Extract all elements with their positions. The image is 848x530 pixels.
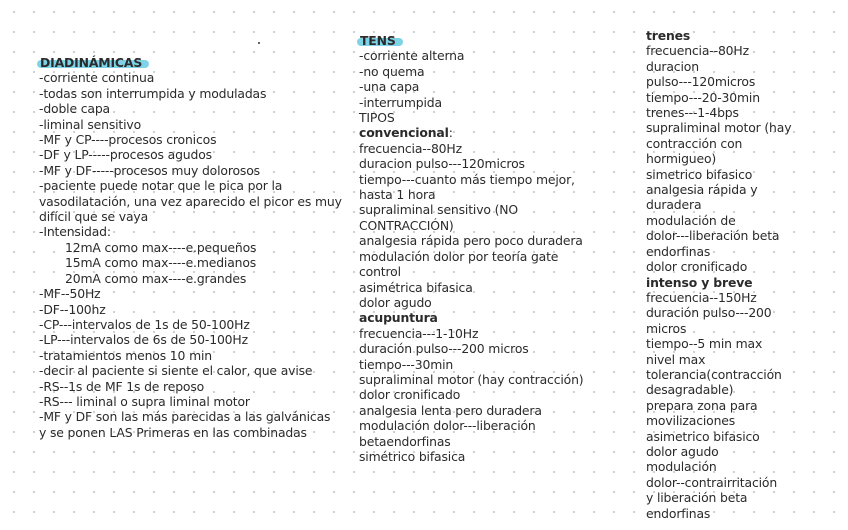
note-line: dolor agudo <box>646 443 719 459</box>
note-line: dolor--contrairritación <box>646 474 778 490</box>
note-line: analgesia rápida y <box>646 182 758 198</box>
note-line: difícil que se vaya <box>39 209 149 225</box>
convencional-heading-row <box>359 125 609 140</box>
note-line: frecuencia--150Hz <box>646 289 757 305</box>
acupuntura-heading: acupuntura <box>359 310 438 326</box>
note-line: -DF--100hz <box>39 301 106 317</box>
trenes-heading: trenes <box>646 28 691 43</box>
note-line: -una capa <box>359 79 420 95</box>
note-line: -interrumpida <box>359 94 442 110</box>
note-line: dolor cronificado <box>646 259 748 275</box>
tens-intro <box>359 48 609 125</box>
trenes-section <box>646 28 846 275</box>
note-line: duradera <box>646 197 702 213</box>
diadinamicas-lines <box>39 70 342 240</box>
note-line: -no quema <box>359 63 425 79</box>
note-line: -RS--- liminal o supra liminal motor <box>39 393 250 409</box>
note-line: -Intensidad: <box>39 224 111 240</box>
note-line: -liminal sensitivo <box>39 116 142 132</box>
note-line: vasodilatación, una vez aparecido el picor es muy <box>39 193 342 209</box>
diadinamicas-lines-2 <box>39 286 339 440</box>
note-line: hasta 1 hora <box>359 187 436 203</box>
note-line: simetrico bifasico <box>646 166 753 182</box>
tens-types-column <box>646 28 846 521</box>
diadinamicas-column <box>39 55 342 440</box>
note-line: prepara zona para <box>646 397 758 413</box>
tipos-label: TIPOS <box>359 110 395 126</box>
note-line: -paciente puede notar que le pica por la <box>39 178 283 194</box>
note-line: tolerancia(contracción <box>646 366 782 382</box>
note-line: micros <box>646 320 687 336</box>
note-line: -MF y CP----procesos cronicos <box>39 132 217 148</box>
note-line: control <box>359 264 401 280</box>
note-line: nivel max <box>646 351 706 367</box>
note-line: endorfinas <box>646 505 711 521</box>
diadinamicas-title: DIADINÁMICAS <box>39 55 145 70</box>
note-line: dolor---liberación beta <box>646 228 780 244</box>
note-line: tiempo--5 min max <box>646 336 763 352</box>
convencional-heading: convencional <box>359 125 449 141</box>
acupuntura-section <box>359 310 609 464</box>
note-line: simétrico bifasica <box>359 448 466 464</box>
note-line: y se ponen LAS Primeras en las combinadas <box>39 424 307 440</box>
note-line: trenes---1-4bps <box>646 105 739 121</box>
note-line: frecuencia--80Hz <box>646 43 749 59</box>
note-line: frecuencia--80Hz <box>359 140 462 156</box>
note-line: duracion pulso---120micros <box>359 156 525 172</box>
heading-colon: : <box>448 125 453 141</box>
note-line: y liberación beta <box>646 490 748 506</box>
note-line: supraliminal motor (hay <box>646 120 792 136</box>
note-line: -corriente continua <box>39 70 155 86</box>
intenso-breve-heading: intenso y breve <box>646 274 753 290</box>
note-line: -MF y DF-----procesos muy dolorosos <box>39 162 260 178</box>
note-line: tiempo---20-30min <box>646 89 760 105</box>
note-line: betaendorfinas <box>359 433 451 449</box>
note-line: frecuencia---1-10Hz <box>359 325 479 341</box>
stray-dot <box>258 42 260 44</box>
intensidad-line: 20mA como max----e.grandes <box>65 270 247 286</box>
note-line: tiempo---30min <box>359 356 454 372</box>
note-line: -LP---intervalos de 6s de 50-100Hz <box>39 332 248 348</box>
note-line: supraliminal motor (hay contracción) <box>359 371 584 387</box>
note-line: desagradable) <box>646 382 734 398</box>
note-line: analgesia rápida pero poco duradera <box>359 233 583 249</box>
note-line: asimétrica bifasica <box>359 279 473 295</box>
note-line: modulación dolor por teoría gate <box>359 248 559 264</box>
convencional-section <box>359 125 609 310</box>
note-line: -DF y LP-----procesos agudos <box>39 147 212 163</box>
note-line: analgesia lenta pero duradera <box>359 402 542 418</box>
intensidad-line: 12mA como max----e.pequeños <box>65 239 257 255</box>
note-line: modulación dolor---liberación <box>359 418 536 434</box>
note-line: -decir al paciente si siente el calor, que avise <box>39 363 313 379</box>
intensidad-list <box>39 240 339 286</box>
note-line: duración pulso---200 <box>646 305 772 321</box>
note-line: asimetrico bifasico <box>646 428 760 444</box>
note-line: -CP---intervalos de 1s de 50-100Hz <box>39 316 250 332</box>
note-line: supraliminal sensitivo (NO <box>359 202 519 218</box>
tens-title: TENS <box>359 33 399 48</box>
intensidad-line: 15mA como max----e.medianos <box>65 255 257 271</box>
note-line: -RS--1s de MF 1s de reposo <box>39 378 205 394</box>
intenso-breve-section <box>646 275 846 522</box>
note-line: contracción con <box>646 135 743 151</box>
note-line: modulación de <box>646 212 736 228</box>
note-line: -MF--50Hz <box>39 286 101 302</box>
note-line: -doble capa <box>39 101 110 117</box>
note-line: -corriente alterna <box>359 48 465 64</box>
note-line: hormigueo) <box>646 151 717 167</box>
note-line: tiempo---cuanto más tiempo mejor, <box>359 171 575 187</box>
note-line: -todas son interrumpida y moduladas <box>39 85 267 101</box>
note-line: dolor agudo <box>359 294 432 310</box>
note-line: endorfinas <box>646 243 711 259</box>
note-line: -tratamientos menos 10 min <box>39 347 212 363</box>
note-line: modulación <box>646 459 717 475</box>
note-line: pulso---120micros <box>646 74 756 90</box>
note-line: duración pulso---200 micros <box>359 341 529 357</box>
note-line: dolor cronificado <box>359 387 461 403</box>
tens-column <box>359 33 609 464</box>
note-line: duracion <box>646 58 699 74</box>
note-line: CONTRACCIÓN) <box>359 217 454 233</box>
note-line: movilizaciones <box>646 413 736 429</box>
note-line: -MF y DF son las más parecidas a las galvánicas <box>39 409 331 425</box>
